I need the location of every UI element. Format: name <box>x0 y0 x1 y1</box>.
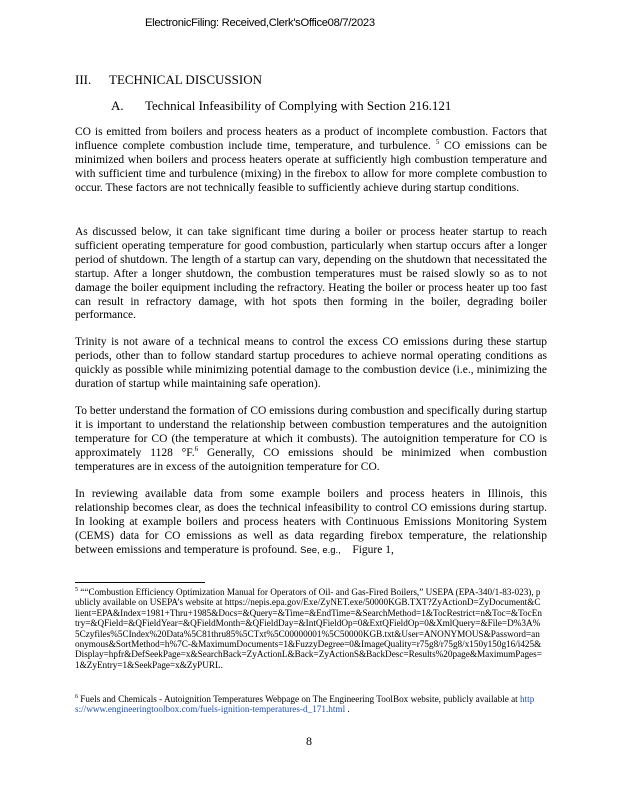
footnote-separator <box>75 582 205 583</box>
see-eg: See, e.g., <box>300 544 341 556</box>
footnote-link[interactable]: https://www.engineeringtoolbox.com/fuels-ignition-temperatures-d_171.html <box>75 694 535 715</box>
subsection-heading <box>111 98 451 114</box>
filing-header: ElectronicFiling: Received,Clerk'sOffice08/7/2023 <box>145 17 375 29</box>
paragraph-text: CO emissions can be minimized when boilers and process heaters operate at sufficiently high combustion temperature and with sufficient time and turbulence (mixing) in the firebox to allow for more complete combustion to occur. These factors are not technically feasible to sufficiently achieve during startup conditions. <box>75 139 547 194</box>
figure-ref: Figure 1, <box>352 543 394 556</box>
footnote-text: ““Combustion Efficiency Optimization Manual for Operators of Oil- and Gas-Fired Boilers,” USEPA (EPA-340/1-83-023), publicly available on USEPA’s website at https://nepis.epa.gov/Exe/ZyNET.exe/50000KGB.TXT?ZyActionD=ZyDocument&Client=EPA&Index=1981+Thru+1985&Docs=&Query=&Time=&EndTime=&SearchMethod=1&TocRestrict=n&Toc=&TocEntry=&QField=&QFieldYear=&QFieldMonth=&QFieldDay=&IntQFieldOp=0&ExtQFieldOp=0&XmlQuery=&File=D%3A%5Czyfiles%5CIndex%20Data%5C81thru85%5CTxt%5C00000001%5C50000KGB.txt&User=ANONYMOUS&Password=anonymous&SortMethod=h%7C-&MaximumDocuments=1&FuzzyDegree=0&ImageQuality=r75g8/r75g8/x150y150g16/i425&Display=hpfr&DefSeekPage=x&SearchBack=ZyActionL&Back=ZyActionS&BackDesc=Results%20page&MaximumPages=1&ZyEntry=1&SeekPage=x&ZyPURL. <box>75 587 542 670</box>
paragraph-4 <box>75 405 547 475</box>
footnote-5 <box>75 587 543 670</box>
footnote-tail: . <box>345 704 350 715</box>
subsection-letter: A. <box>111 98 124 113</box>
footnote-marker: 6 <box>75 693 78 700</box>
subsection-title: Technical Infeasibility of Complying with Section 216.121 <box>145 98 452 113</box>
footnote-6 <box>75 694 543 715</box>
footnote-marker: 5 <box>75 586 78 593</box>
footnote-ref: 6 <box>194 444 199 453</box>
paragraph-text: To better understand the formation of CO emissions during combustion and specifically during startup it is important to understand the relationship between combustion temperatures and the autoignition temperature for CO (the temperature at which it combusts). The autoignition temperature for CO is approximately 1128 °F. <box>75 405 547 459</box>
footnote-text: Fuels and Chemicals - Autoignition Temperatures Webpage on The Engineering ToolBox website, publicly available at <box>78 694 521 704</box>
paragraph-3: Trinity is not aware of a technical means to control the excess CO emissions during these startup periods, other than to follow standard startup procedures to achieve normal operating conditions as quickly as possible while minimizing potential damage to the combustion device (i.e., minimizing the duration of startup while maintaining safe operation). <box>75 336 547 390</box>
section-title: TECHNICAL DISCUSSION <box>109 72 262 87</box>
footnote-ref: 5 <box>435 138 440 147</box>
paragraph-5 <box>75 488 547 558</box>
page-number: 8 <box>306 734 312 748</box>
section-number: III. <box>75 72 92 87</box>
paragraph-1 <box>75 126 547 196</box>
paragraph-text: CO is emitted from boilers and process heaters as a product of incomplete combustion. Factors that influence complete combustion include time, temperature, and turbulence. <box>75 126 547 152</box>
section-heading <box>75 72 262 88</box>
paragraph-text: Generally, CO emissions should be minimized when combustion temperatures are in excess of the autoignition temperature for CO. <box>75 446 547 473</box>
paragraph-text: In reviewing available data from some example boilers and process heaters in Illinois, this relationship becomes clear, as does the technical infeasibility to control CO emissions during startup. In looking at example boilers and process heaters with Continuous Emissions Monitoring System (CEMS) data for CO emissions as well as data regarding firebox temperature, the relationship between emissions and temperature is profound. <box>75 488 547 556</box>
paragraph-2: As discussed below, it can take significant time during a boiler or process heater startup to reach sufficient operating temperature for good combustion, particularly when startup occurs after a longer period of shutdown. The length of a startup can vary, depending on the shutdown that necessitated the startup. After a longer shutdown, the combustion temperatures must be raised slowly so as to not damage the boiler equipment including the refractory. Heating the boiler or process heater up too fast can result in refractory damage, with hot spots then forming in the boiler, degrading boiler performance. <box>75 226 547 322</box>
